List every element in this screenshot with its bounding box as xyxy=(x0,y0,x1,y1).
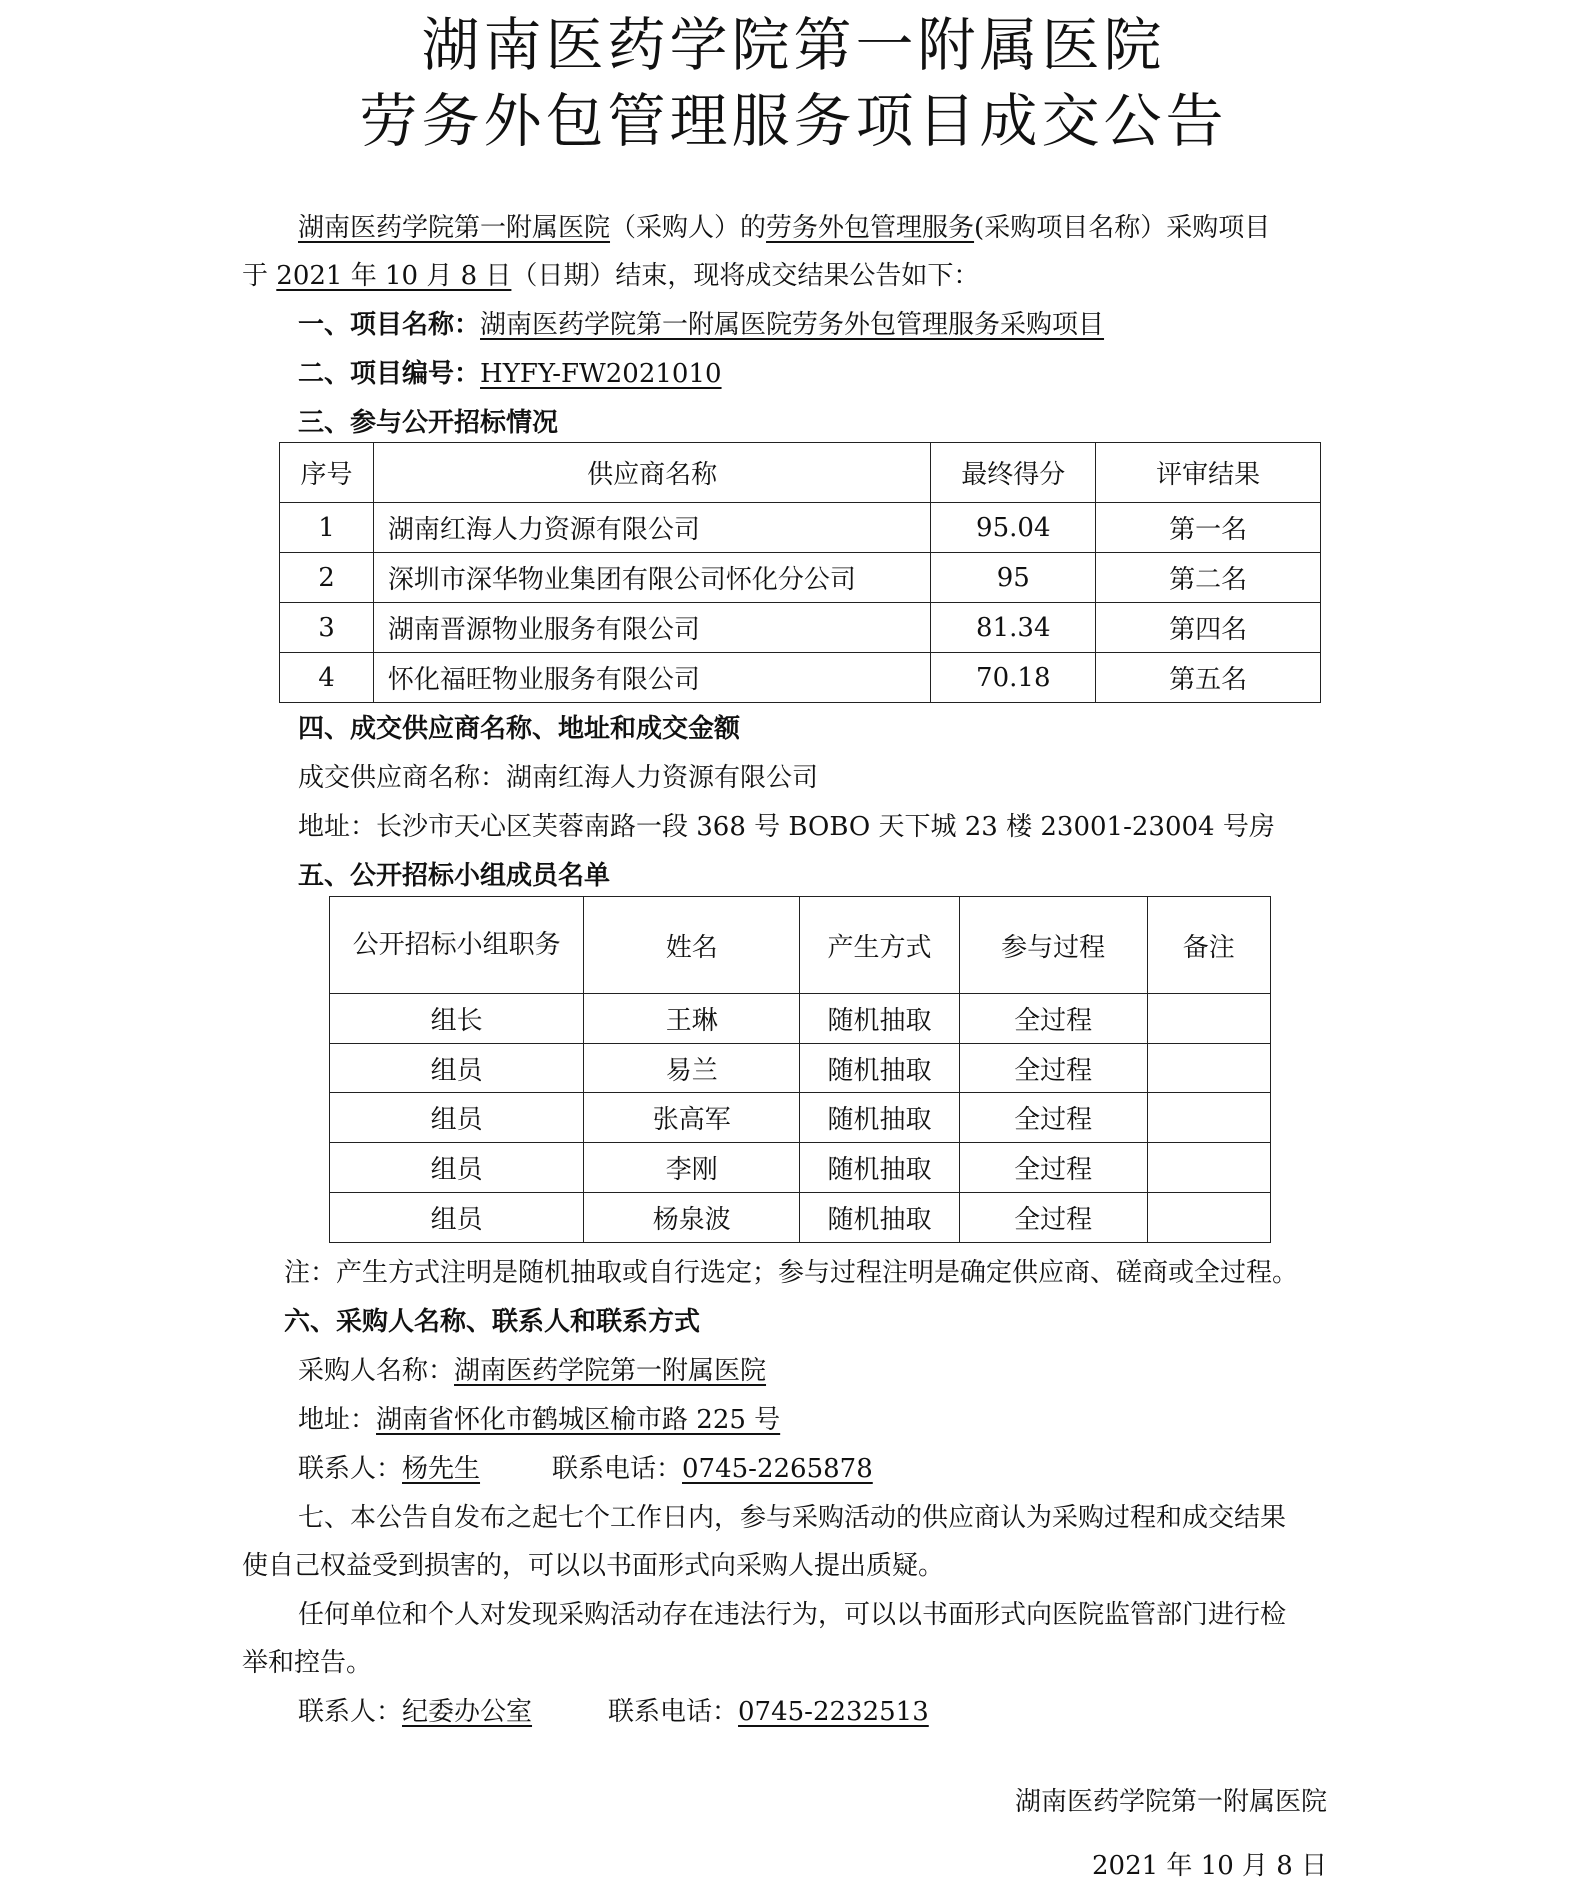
challenge-text-line-1: 七、本公告自发布之起七个工作日内，参与采购活动的供应商认为采购过程和成交结果 xyxy=(298,1503,1287,1533)
purchaser-phone-value: 0745-2265878 xyxy=(682,1454,873,1484)
table-row xyxy=(330,1093,1271,1143)
project-name-label: 一、项目名称： xyxy=(298,310,481,340)
bid-header-cell: 评审结果 xyxy=(1096,443,1321,503)
bid-cell: 1 xyxy=(280,503,374,553)
panel-cell: 全过程 xyxy=(959,1193,1147,1243)
panel-header-cell: 姓名 xyxy=(584,897,800,994)
section-project-number xyxy=(298,354,722,394)
bid-cell: 第四名 xyxy=(1096,603,1321,653)
intro-text-2: (采购项目名称）采购项目 xyxy=(974,213,1271,243)
oversight-phone-value: 0745-2232513 xyxy=(738,1697,929,1727)
bid-cell: 湖南红海人力资源有限公司 xyxy=(373,503,930,553)
panel-header-cell: 公开招标小组职务 xyxy=(330,897,584,994)
panel-cell: 组员 xyxy=(330,1193,584,1243)
purchaser-phone-label: 联系电话： xyxy=(552,1454,683,1484)
panel-cell: 王琳 xyxy=(584,994,800,1044)
panel-cell: 全过程 xyxy=(959,1044,1147,1093)
panel-cell: 组员 xyxy=(330,1143,584,1193)
bid-cell: 深圳市深华物业集团有限公司怀化分公司 xyxy=(373,553,930,603)
bid-cell: 第一名 xyxy=(1096,503,1321,553)
section-winner-heading: 四、成交供应商名称、地址和成交金额 xyxy=(298,714,741,744)
intro-text-1: （采购人）的 xyxy=(610,213,767,243)
panel-cell: 全过程 xyxy=(959,1093,1147,1143)
panel-header-cell: 参与过程 xyxy=(959,897,1147,994)
panel-cell: 李刚 xyxy=(584,1143,800,1193)
purchaser-address-label: 地址： xyxy=(298,1405,377,1435)
bid-cell: 95.04 xyxy=(931,503,1096,553)
bid-cell: 3 xyxy=(280,603,374,653)
bid-cell: 81.34 xyxy=(931,603,1096,653)
section-purchaser-heading: 六、采购人名称、联系人和联系方式 xyxy=(284,1307,701,1337)
section-bid-heading: 三、参与公开招标情况 xyxy=(298,408,559,438)
purchaser-name-value: 湖南医药学院第一附属医院 xyxy=(454,1356,767,1386)
oversight-contact-label: 联系人： xyxy=(298,1697,403,1727)
purchaser-contact-label: 联系人： xyxy=(298,1454,403,1484)
report-text-line-1: 任何单位和个人对发现采购活动存在违法行为，可以以书面形式向医院监管部门进行检 xyxy=(298,1600,1287,1630)
panel-cell: 组员 xyxy=(330,1093,584,1143)
section-panel-heading: 五、公开招标小组成员名单 xyxy=(298,861,611,891)
panel-cell: 组员 xyxy=(330,1044,584,1093)
panel-cell xyxy=(1147,1044,1271,1093)
table-row xyxy=(330,1044,1271,1093)
intro-text-4: （日期）结束，现将成交结果公告如下： xyxy=(511,261,980,291)
panel-cell: 易兰 xyxy=(584,1044,800,1093)
panel-cell: 随机抽取 xyxy=(800,1193,959,1243)
purchaser-phone xyxy=(552,1449,873,1489)
panel-note: 注：产生方式注明是随机抽取或自行选定；参与过程注明是确定供应商、磋商或全过程。 xyxy=(284,1258,1299,1288)
panel-cell: 随机抽取 xyxy=(800,1044,959,1093)
table-row xyxy=(330,1193,1271,1243)
panel-header-cell: 备注 xyxy=(1147,897,1271,994)
panel-header-cell: 产生方式 xyxy=(800,897,959,994)
bid-cell: 2 xyxy=(280,553,374,603)
title-line-1: 湖南医药学院第一附属医院 xyxy=(421,11,1166,79)
panel-cell xyxy=(1147,1093,1271,1143)
table-row xyxy=(330,1143,1271,1193)
panel-cell: 杨泉波 xyxy=(584,1193,800,1243)
intro-purchaser: 湖南医药学院第一附属医院 xyxy=(298,213,611,243)
bid-cell: 第二名 xyxy=(1096,553,1321,603)
bid-cell: 95 xyxy=(931,553,1096,603)
table-row xyxy=(280,503,1321,553)
bid-header-cell: 最终得分 xyxy=(931,443,1096,503)
table-row xyxy=(330,994,1271,1044)
bid-table-header xyxy=(280,443,1321,503)
oversight-contact-value: 纪委办公室 xyxy=(402,1697,533,1727)
intro-line-2 xyxy=(242,256,979,296)
purchaser-contact-value: 杨先生 xyxy=(402,1454,481,1484)
panel-cell: 张高军 xyxy=(584,1093,800,1143)
panel-cell xyxy=(1147,1193,1271,1243)
bid-table xyxy=(279,442,1321,703)
bid-cell: 4 xyxy=(280,653,374,703)
panel-cell: 随机抽取 xyxy=(800,1143,959,1193)
panel-cell: 全过程 xyxy=(959,1143,1147,1193)
bid-header-cell: 序号 xyxy=(280,443,374,503)
challenge-text-line-2: 使自己权益受到损害的，可以以书面形式向采购人提出质疑。 xyxy=(242,1551,945,1581)
project-number-label: 二、项目编号： xyxy=(298,359,481,389)
panel-table xyxy=(329,896,1271,1243)
oversight-phone-label: 联系电话： xyxy=(608,1697,739,1727)
intro-text-3: 于 xyxy=(242,261,269,291)
signature-org: 湖南医药学院第一附属医院 xyxy=(1015,1787,1328,1817)
panel-cell: 随机抽取 xyxy=(800,1093,959,1143)
intro-date: 2021 年 10 月 8 日 xyxy=(276,261,512,291)
title-line-2: 劳务外包管理服务项目成交公告 xyxy=(359,87,1228,155)
winner-name: 成交供应商名称：湖南红海人力资源有限公司 xyxy=(298,763,819,793)
table-row xyxy=(280,653,1321,703)
report-text-line-2: 举和控告。 xyxy=(242,1648,373,1678)
purchaser-address-value: 湖南省怀化市鹤城区榆市路 225 号 xyxy=(376,1405,781,1435)
bid-cell: 怀化福旺物业服务有限公司 xyxy=(373,653,930,703)
panel-cell xyxy=(1147,1143,1271,1193)
purchaser-address xyxy=(298,1400,780,1440)
project-number-value: HYFY-FW2021010 xyxy=(480,359,722,389)
bid-cell: 70.18 xyxy=(931,653,1096,703)
purchaser-contact xyxy=(298,1449,480,1489)
panel-table-header xyxy=(330,897,1271,994)
table-row xyxy=(280,603,1321,653)
oversight-contact xyxy=(298,1692,532,1732)
panel-cell: 随机抽取 xyxy=(800,994,959,1044)
panel-cell xyxy=(1147,994,1271,1044)
purchaser-name xyxy=(298,1351,766,1391)
panel-cell: 全过程 xyxy=(959,994,1147,1044)
winner-address: 地址：长沙市天心区芙蓉南路一段 368 号 BOBO 天下城 23 楼 23001-23004 号房 xyxy=(298,812,1275,842)
intro-line-1 xyxy=(298,208,1270,248)
signature-date: 2021 年 10 月 8 日 xyxy=(1092,1851,1328,1881)
panel-cell: 组长 xyxy=(330,994,584,1044)
table-row xyxy=(280,553,1321,603)
project-name-value: 湖南医药学院第一附属医院劳务外包管理服务采购项目 xyxy=(480,310,1105,340)
oversight-phone xyxy=(608,1692,929,1732)
bid-cell: 第五名 xyxy=(1096,653,1321,703)
intro-project: 劳务外包管理服务 xyxy=(766,213,975,243)
section-project-name xyxy=(298,305,1104,345)
purchaser-name-label: 采购人名称： xyxy=(298,1356,455,1386)
bid-cell: 湖南晋源物业服务有限公司 xyxy=(373,603,930,653)
bid-header-cell: 供应商名称 xyxy=(373,443,930,503)
